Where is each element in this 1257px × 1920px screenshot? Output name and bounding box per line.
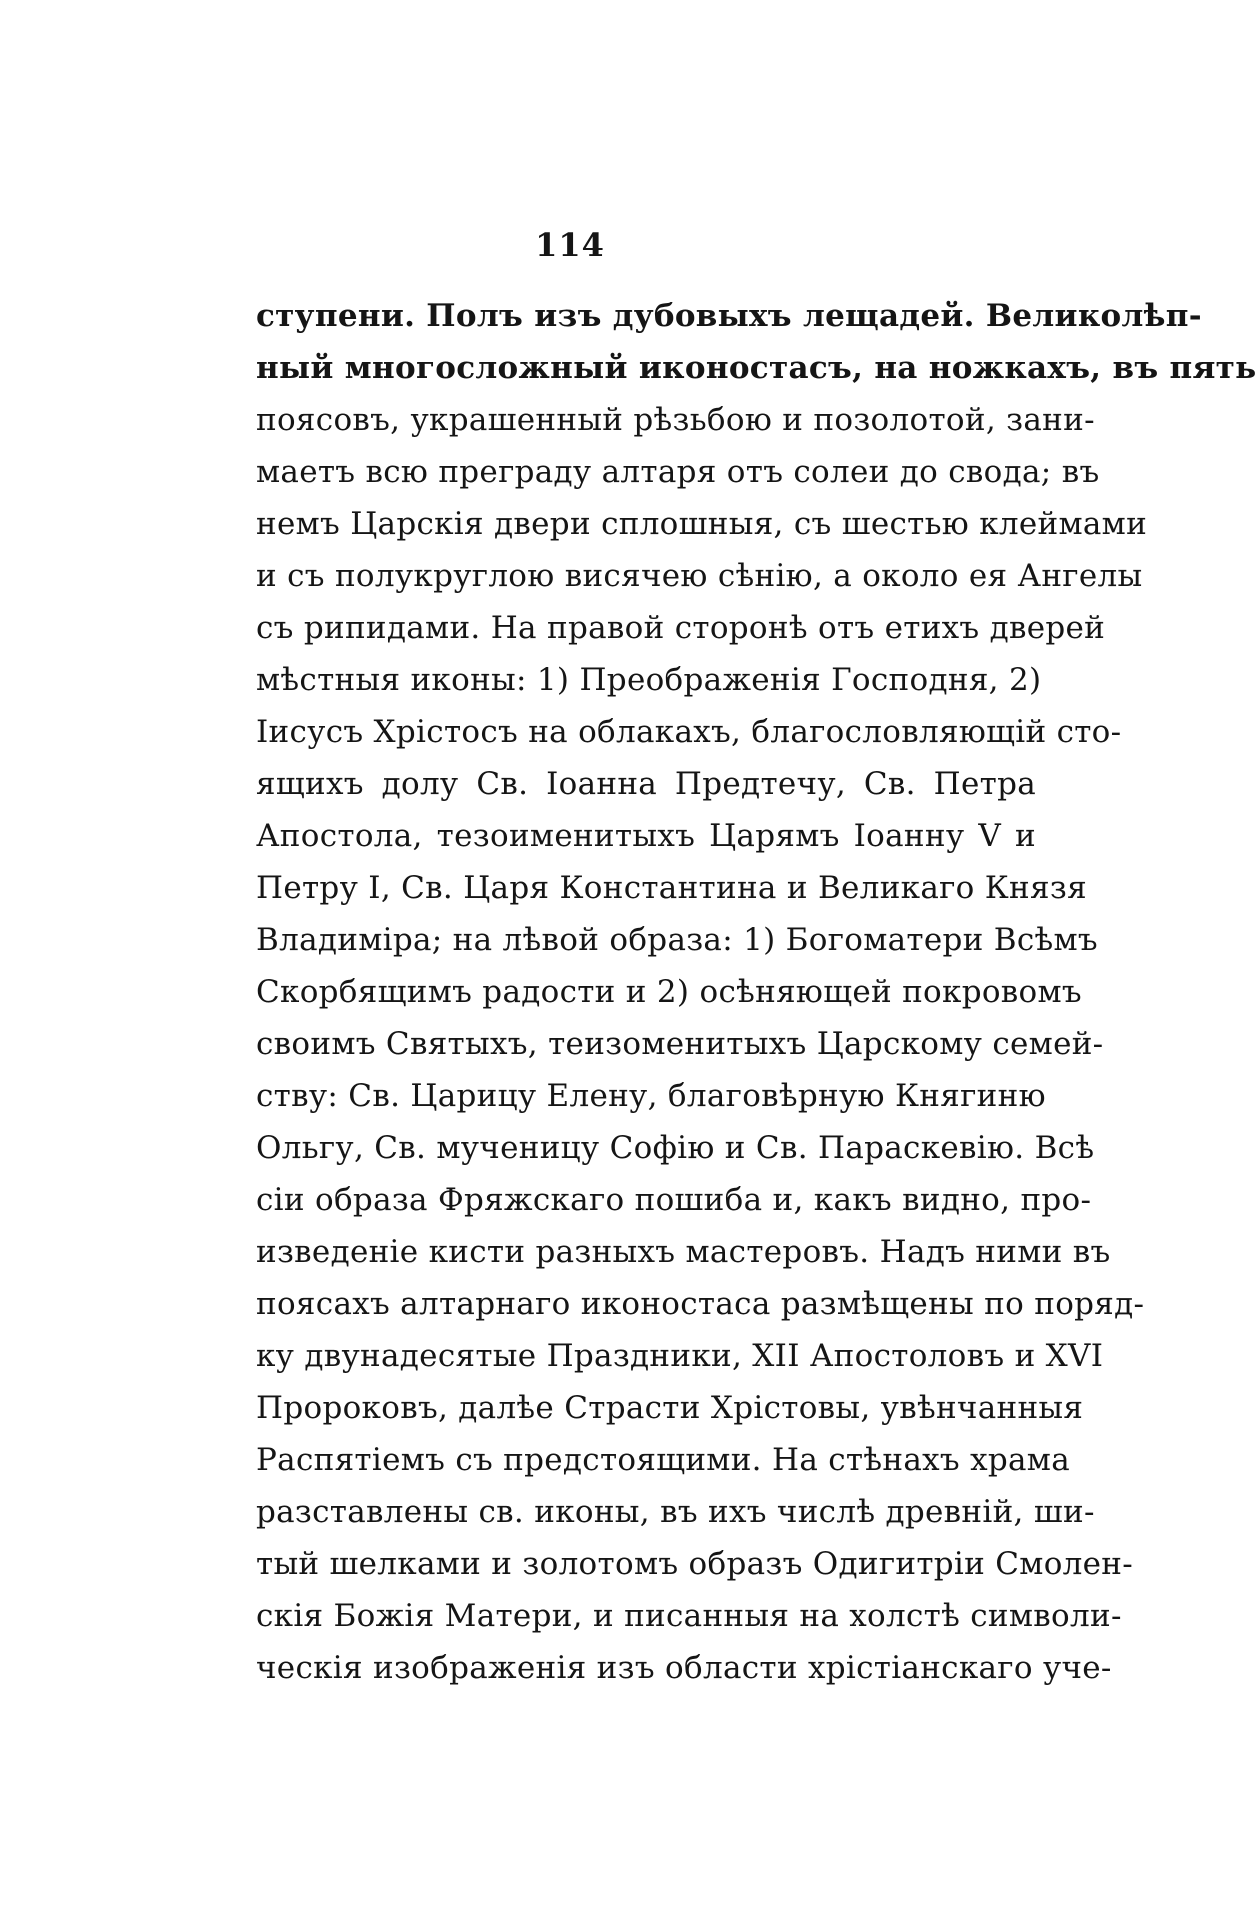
- text-line: тый шелками и золотомъ образъ Одигитрiи Смолен-: [256, 1546, 1134, 1582]
- text-line: Пророковъ, далѣе Страсти Хрiстовы, увѣнчанныя: [256, 1390, 1084, 1426]
- text-line: изведенiе кисти разныхъ мастеровъ. Надъ ними въ: [256, 1234, 1111, 1270]
- text-line: Iисусъ Хрiстосъ на облакахъ, благословляющій сто-: [256, 714, 1122, 750]
- text-line: ству: Св. Царицу Елену, благовѣрную Княгиню: [256, 1078, 1046, 1114]
- text-line: Распятiемъ съ предстоящими. На стѣнахъ храма: [256, 1442, 1070, 1478]
- text-line: ческія изображенія изъ области хрiстiанскаго уче-: [256, 1650, 1112, 1686]
- text-line: Владимiра; на лѣвой образа: 1) Богоматери Всѣмъ: [256, 922, 1098, 958]
- text-line: поясовъ, украшенный рѣзьбою и позолотой, зани-: [256, 402, 1095, 438]
- text-line: Скорбящимъ радости и 2) осѣняющей покровомъ: [256, 974, 1082, 1010]
- text-line: ящихъ долу Св. Iоанна Предтечу, Св. Петра: [256, 766, 1036, 802]
- text-line: разставлены св. иконы, въ ихъ числѣ древній, ши-: [256, 1494, 1095, 1530]
- text-line: съ рипидами. На правой сторонѣ отъ етихъ дверей: [256, 610, 1106, 646]
- text-line: Петру I, Св. Царя Константина и Великаго Князя: [256, 870, 1087, 906]
- text-line: Ольгу, Св. мученицу Софiю и Св. Параскевiю. Всѣ: [256, 1130, 1095, 1166]
- text-line: скія Божія Матери, и писанныя на холстѣ символи-: [256, 1598, 1122, 1634]
- page-number: 114: [535, 226, 605, 264]
- text-line: маетъ всю преграду алтаря отъ солеи до свода; въ: [256, 454, 1100, 490]
- text-line: поясахъ алтарнаго иконостаса размѣщены по поряд-: [256, 1286, 1145, 1322]
- text-line: ный многосложный иконостасъ, на ножкахъ, въ пять: [256, 350, 1257, 386]
- text-line: немъ Царскія двери сплошныя, съ шестью клеймами: [256, 506, 1148, 542]
- text-line: своимъ Святыхъ, теизоменитыхъ Царскому семей-: [256, 1026, 1104, 1062]
- text-line: Апостола, тезоименитыхъ Царямъ Iоанну V и: [256, 818, 1036, 854]
- body-text: [256, 290, 1257, 1694]
- text-line: сiи образа Фряжскаго пошиба и, какъ видно, про-: [256, 1182, 1092, 1218]
- text-line: ку двунадесятые Праздники, XII Апостоловъ и XVI: [256, 1338, 1104, 1374]
- text-line: и съ полукруглою висячею сѣнію, а около ея Ангелы: [256, 558, 1143, 594]
- text-line: ступени. Полъ изъ дубовыхъ лещадей. Великолѣп-: [256, 298, 1202, 334]
- text-line: мѣстныя иконы: 1) Преображенія Господня, 2): [256, 662, 1042, 698]
